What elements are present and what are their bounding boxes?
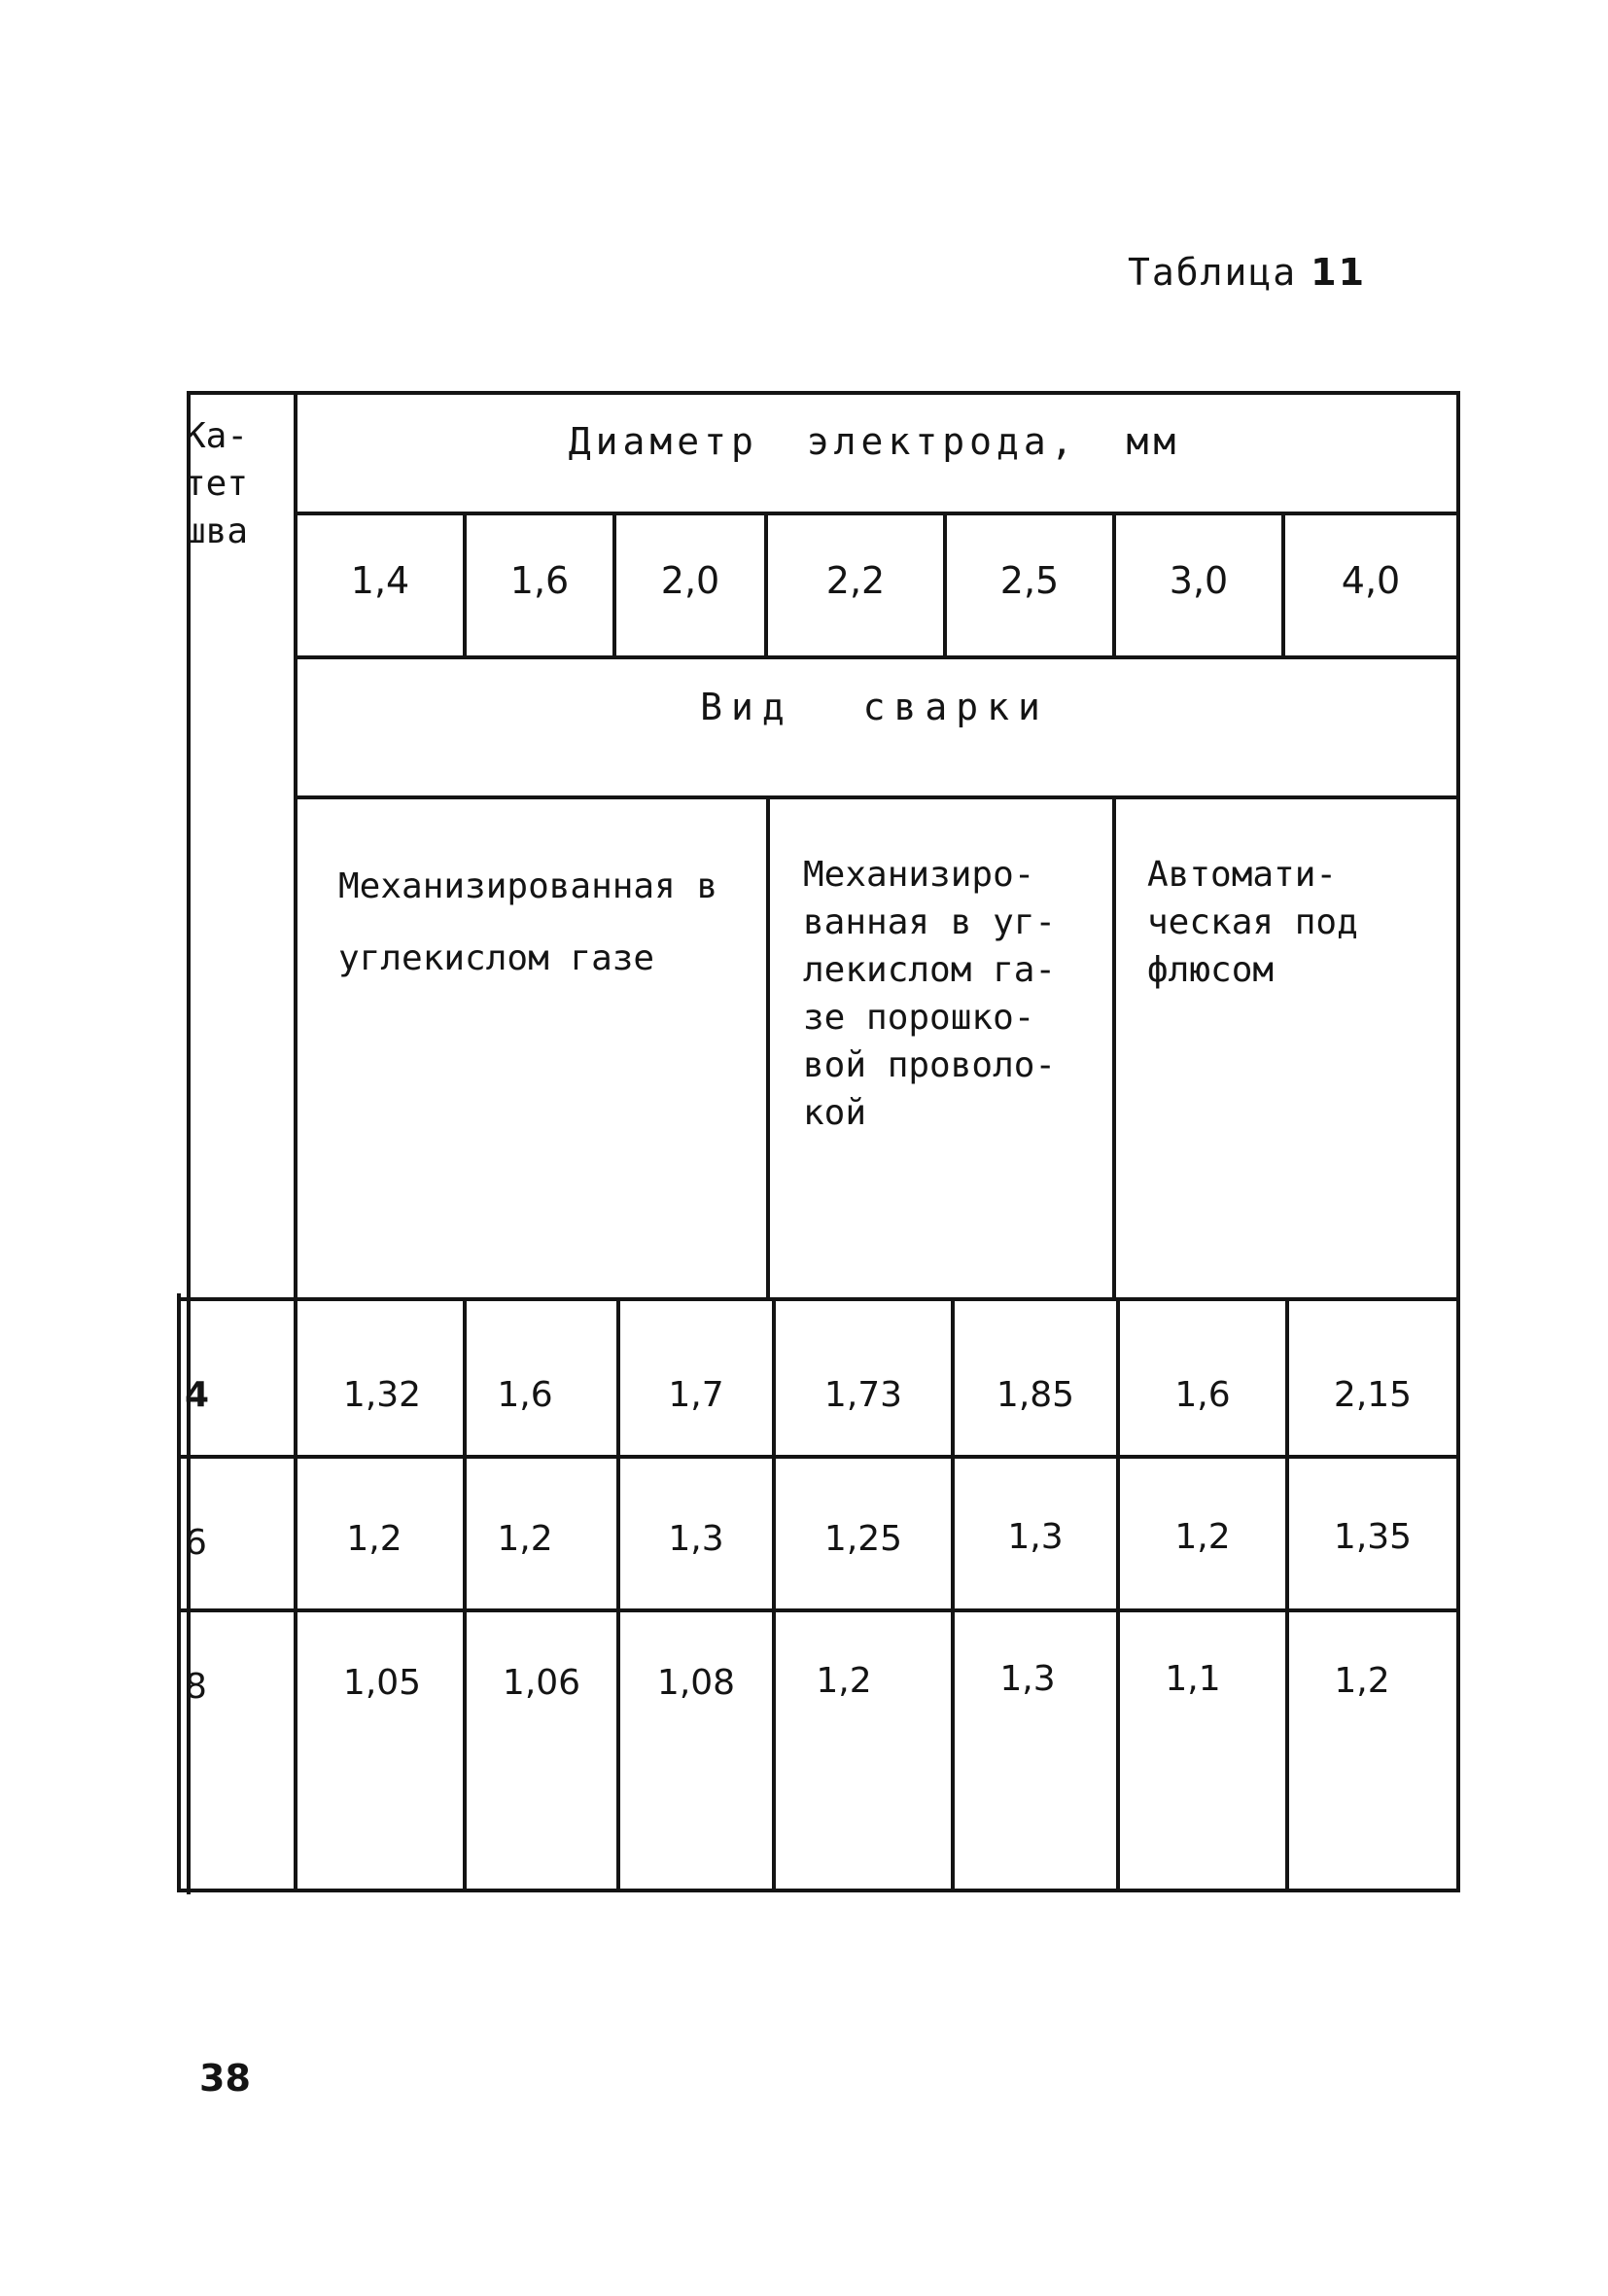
row-katet-value: 6 <box>185 1523 207 1563</box>
welding-type-mechanized-co2: Механизированная в углекислом газе <box>338 866 718 978</box>
table-cell: 1,2 <box>1174 1517 1231 1557</box>
diameter-value: 1,6 <box>509 559 570 602</box>
table-cell: 1,2 <box>497 1519 553 1559</box>
diameter-value: 1,4 <box>350 559 410 602</box>
table-cell: 1,3 <box>668 1519 724 1559</box>
table-cell: 1,08 <box>656 1663 736 1703</box>
diameter-header: Диаметр электрода, мм <box>568 420 1181 463</box>
table-cell: 1,32 <box>342 1375 422 1415</box>
table-cell: 1,2 <box>1334 1661 1390 1701</box>
diameter-value: 3,0 <box>1169 559 1229 602</box>
table-cell: 1,2 <box>346 1519 402 1559</box>
diameter-value: 2,0 <box>660 559 720 602</box>
welding-type-flux-cored-wire: Механизиро-ванная в уг-лекислом га-зе порошко-вой проволо-кой <box>803 855 1057 1133</box>
welding-type-submerged-arc: Автомати-ческая под флюсом <box>1147 855 1358 990</box>
row-katet-value: 4 <box>185 1375 210 1415</box>
table-cell: 1,73 <box>823 1375 903 1415</box>
table-cell: 1,25 <box>823 1519 903 1559</box>
table-cell: 1,35 <box>1333 1517 1413 1557</box>
table-cell: 1,2 <box>816 1661 872 1701</box>
diameter-value: 2,5 <box>999 559 1060 602</box>
page-number: 38 <box>199 2057 251 2100</box>
table-caption-label: Таблица <box>1128 251 1298 294</box>
table-cell: 1,05 <box>342 1663 422 1703</box>
table-caption-number: 11 <box>1311 251 1367 294</box>
table-cell: 2,15 <box>1333 1375 1413 1415</box>
table-cell: 1,3 <box>999 1659 1056 1699</box>
table-cell: 1,7 <box>668 1375 724 1415</box>
welding-type-header: Вид сварки <box>700 686 1049 728</box>
diameter-value: 2,2 <box>825 559 886 602</box>
row-katet-value: 8 <box>185 1667 207 1707</box>
table-cell: 1,85 <box>996 1375 1075 1415</box>
table-cell: 1,6 <box>497 1375 553 1415</box>
katet-column-header: Ка-тет шва <box>185 416 249 551</box>
table-cell: 1,1 <box>1165 1659 1221 1699</box>
diameter-value: 4,0 <box>1341 559 1401 602</box>
table-cell: 1,6 <box>1174 1375 1231 1415</box>
table-cell: 1,06 <box>502 1663 581 1703</box>
table-caption <box>1128 251 1366 294</box>
table-cell: 1,3 <box>1007 1517 1064 1557</box>
